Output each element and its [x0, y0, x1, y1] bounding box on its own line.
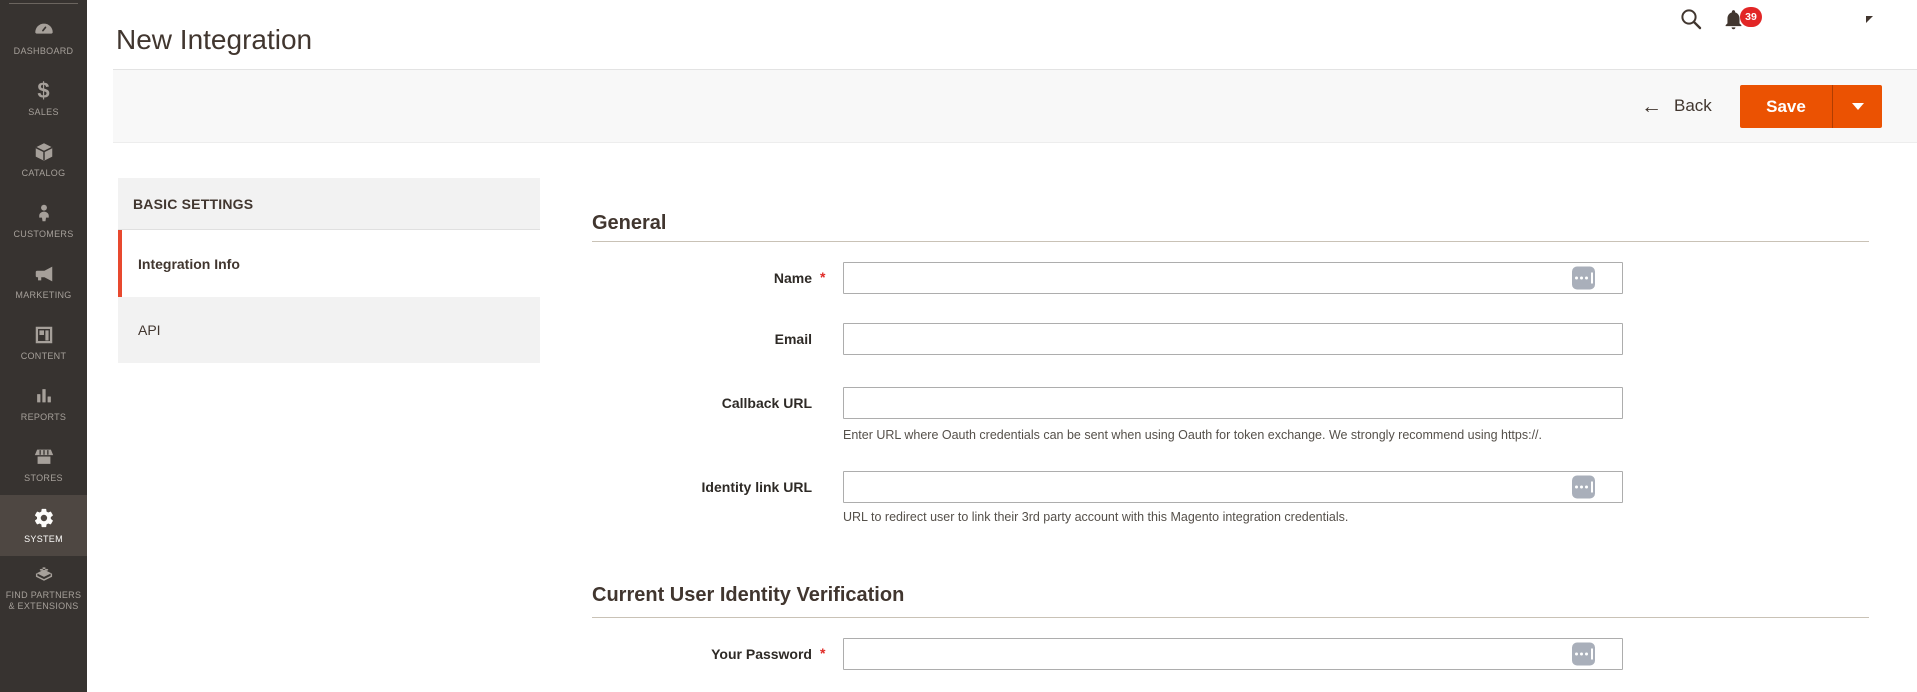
sidebar-item-label: CONTENT	[20, 351, 67, 361]
field-row-email	[592, 323, 1869, 355]
stores-storefront-icon	[33, 445, 55, 469]
sidebar-item-label: STORES	[24, 473, 63, 483]
sidebar-item-label: CUSTOMERS	[13, 229, 74, 239]
dashboard-gauge-icon	[33, 18, 55, 42]
sidebar-item-find-partners[interactable]	[0, 556, 87, 642]
identity-link-url-input[interactable]	[843, 471, 1623, 503]
catalog-box-icon	[33, 140, 55, 164]
sidebar-item-customers[interactable]	[0, 190, 87, 251]
sidebar-item-content[interactable]	[0, 312, 87, 373]
sidebar-item-stores[interactable]	[0, 434, 87, 495]
sidebar-item-label: FIND PARTNERS & EXTENSIONS	[5, 590, 82, 611]
identity-link-url-label: Identity link URL	[701, 479, 812, 495]
sidebar-item-label: REPORTS	[20, 412, 67, 422]
reports-barchart-icon	[33, 384, 55, 408]
back-arrow-icon: ←	[1641, 94, 1662, 118]
find-partners-brick-icon	[33, 562, 55, 586]
section-title-general: General	[592, 212, 667, 234]
identity-link-url-note: URL to redirect user to link their 3rd party account with this Magento integration credentials.	[843, 510, 1349, 524]
sales-dollar-icon: $	[37, 78, 50, 103]
required-marker: *	[820, 269, 826, 285]
name-input[interactable]	[843, 262, 1623, 294]
field-row-identity-link-url	[592, 471, 1869, 524]
content-layout-icon	[33, 323, 55, 347]
sidebar-item-label: DASHBOARD	[13, 46, 74, 56]
section-rule	[592, 617, 1869, 618]
tab-api[interactable]: API	[118, 297, 540, 363]
notifications-count-badge: 39	[1740, 7, 1762, 27]
field-row-your-password	[592, 638, 1869, 670]
basic-settings-header: BASIC SETTINGS	[118, 178, 540, 230]
callback-url-label: Callback URL	[721, 395, 812, 411]
sidebar-item-system[interactable]	[0, 495, 87, 556]
sidebar-item-sales[interactable]	[0, 68, 87, 129]
sidebar-item-reports[interactable]	[0, 373, 87, 434]
name-label: Name	[773, 270, 812, 286]
field-row-name	[592, 262, 1869, 294]
marketing-megaphone-icon	[33, 262, 55, 286]
your-password-input[interactable]	[843, 638, 1623, 670]
sidebar-item-label: MARKETING	[15, 290, 72, 300]
save-label: Save	[1766, 96, 1806, 116]
autofill-icon[interactable]	[1572, 267, 1595, 290]
section-title-verification: Current User Identity Verification	[592, 584, 905, 606]
tab-integration-info[interactable]: Integration Info	[118, 230, 540, 297]
settings-nav-panel	[118, 178, 540, 363]
callback-url-input[interactable]	[843, 387, 1623, 419]
your-password-label: Your Password	[711, 646, 812, 662]
sidebar-item-label: CATALOG	[21, 168, 66, 178]
autofill-icon[interactable]	[1572, 476, 1595, 499]
sidebar-top-divider	[9, 3, 78, 4]
integration-form	[592, 0, 1869, 692]
sidebar-item-catalog[interactable]	[0, 129, 87, 190]
email-label: Email	[774, 331, 812, 347]
back-label: Back	[1674, 96, 1712, 115]
autofill-icon[interactable]	[1572, 643, 1595, 666]
page-title: New Integration	[116, 23, 313, 55]
customers-person-icon	[33, 201, 55, 225]
sidebar-item-label: SALES	[28, 107, 59, 117]
callback-url-note: Enter URL where Oauth credentials can be sent when using Oauth for token exchange. We strongly recommend using https://.	[843, 428, 1542, 442]
field-row-callback-url	[592, 387, 1869, 442]
sidebar-item-dashboard[interactable]	[0, 7, 87, 68]
required-marker: *	[820, 645, 826, 661]
section-rule	[592, 241, 1869, 242]
admin-sidebar	[0, 0, 87, 692]
sidebar-item-marketing[interactable]	[0, 251, 87, 312]
sidebar-item-label: SYSTEM	[24, 534, 63, 544]
system-gear-icon	[33, 506, 55, 530]
email-input[interactable]	[843, 323, 1623, 355]
